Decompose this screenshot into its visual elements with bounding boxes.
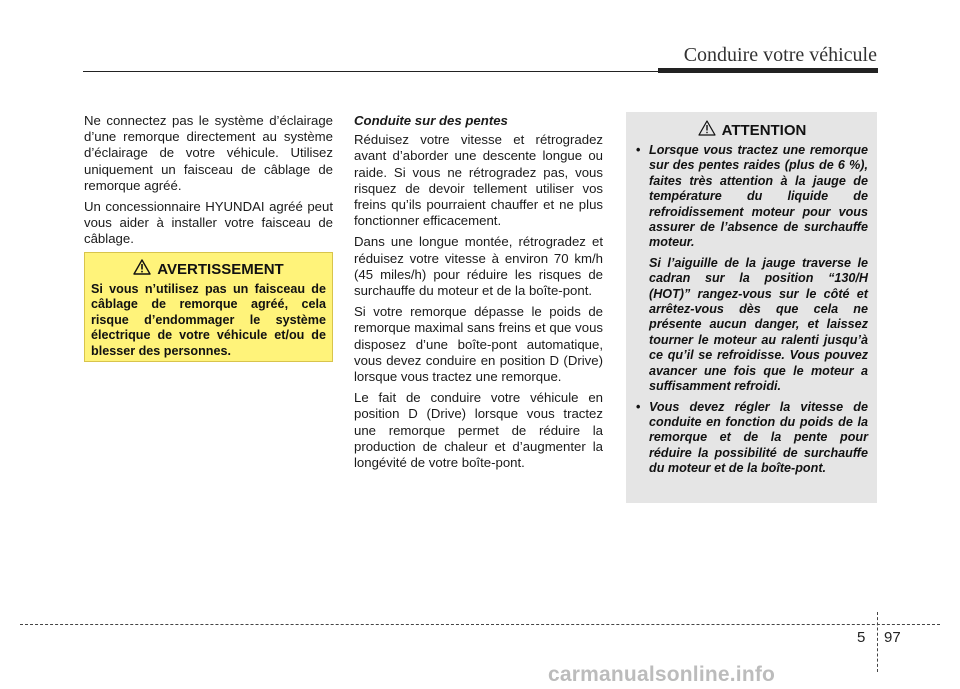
section-subheading: Conduite sur des pentes xyxy=(354,113,508,128)
warning-text: Si vous n’utilisez pas un faisceau de câblage de remorque agréé, cela risque d’endommager le système électrique de votre véhicule et/ou de blesser des personnes. xyxy=(91,282,326,358)
bullet: • xyxy=(636,399,641,414)
attention-header xyxy=(636,120,868,141)
paragraph: Un concessionnaire HYUNDAI agréé peut vous aider à installer votre faisceau de câblage. xyxy=(84,199,333,247)
header-title: Conduire votre véhicule xyxy=(683,44,877,66)
paragraph: Le fait de conduire votre véhicule en position D (Drive) lorsque vous tractez une remorque permet de réduire la production de chaleur et d’augmenter la longévité de votre boîte-pont. xyxy=(354,390,603,471)
attention-text: Lorsque vous tractez une remorque sur des pentes raides (plus de 6 %), faites très attention à la jauge de température du liquide de refroidissement moteur pour vous assurer de l’absence de surchauffe moteur. xyxy=(649,143,868,250)
watermark: carmanualsonline.info xyxy=(548,663,776,686)
header-rule-accent xyxy=(658,68,878,73)
attention-item xyxy=(636,400,868,477)
attention-box xyxy=(626,112,877,503)
warning-triangle-icon xyxy=(133,259,151,280)
attention-title: ATTENTION xyxy=(721,122,807,139)
chapter-number: 5 xyxy=(857,629,866,646)
footer-divider xyxy=(877,612,878,672)
paragraph: Si votre remorque dépasse le poids de remorque maximal sans freins et que vous disposez d’une boîte-pont automatique, vous devez conduire en position D (Drive) lorsque vous tractez une remorque. xyxy=(354,304,603,385)
column-middle xyxy=(354,113,603,476)
bullet: • xyxy=(636,143,641,157)
attention-text: Vous devez régler la vitesse de conduite en fonction du poids de la remorque et de la pente pour réduire la possibilité de surchauffe du moteur et de la boîte-pont. xyxy=(649,399,868,476)
warning-title: AVERTISSEMENT xyxy=(157,261,284,278)
paragraph: Réduisez votre vitesse et rétrogradez avant d’aborder une descente longue ou raide. Si vous ne rétrogradez pas, vous risquez de devoir tellement utiliser vos freins qu’ils pourraient chauffer et ne plus fonctionner efficacement. xyxy=(354,132,603,229)
paragraph: Ne connectez pas le système d’éclairage d’une remorque directement au système d’éclairage de votre véhicule. Utilisez uniquement un faisceau de câblage de remorque agréé. xyxy=(84,113,333,193)
attention-item xyxy=(636,143,868,395)
page-number: 97 xyxy=(884,629,901,646)
caution-triangle-icon xyxy=(698,120,716,141)
attention-text: Si l’aiguille de la jauge traverse le cadran sur la position “130/H (HOT)” rangez-vous sur le côté et arrêtez-vous dès que cela ne présente aucun danger, et laissez tourner le moteur au ralenti jusqu’à ce qu’il se refroidisse. Vous pouvez avancer une fois que le moteur a suffisamment refroidi. xyxy=(649,255,868,394)
warning-header xyxy=(91,259,326,280)
warning-box xyxy=(84,252,333,362)
paragraph: Dans une longue montée, rétrogradez et réduisez votre vitesse à environ 70 km/h (45 miles/h) pour réduire les risques de surchauffe du moteur et de la boîte-pont. xyxy=(354,234,603,299)
column-left xyxy=(84,113,333,253)
footer-rule xyxy=(20,624,940,625)
